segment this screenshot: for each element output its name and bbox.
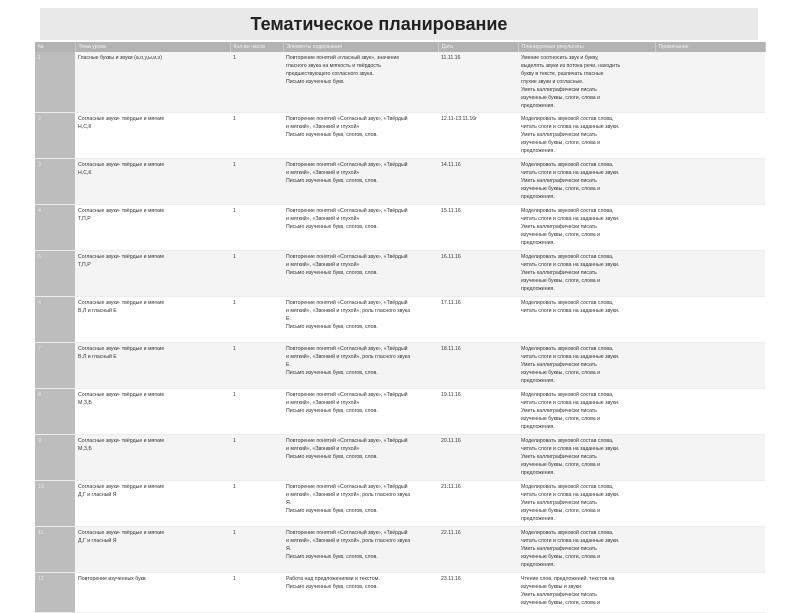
content-line: гласного звука на мягкость и твёрдость (286, 63, 381, 69)
content-line: Повторение понятий «Согласный звук», «Твёрдый (286, 116, 408, 122)
cell-note (655, 159, 765, 205)
cell-num: 8 (35, 389, 75, 435)
content-line: предшествующего согласного звука. (286, 71, 374, 77)
cell-results (518, 527, 655, 573)
results-line: Уметь каллиграфически писать (521, 270, 597, 276)
results-line: Уметь каллиграфически писать (521, 408, 597, 414)
cell-content (283, 159, 438, 205)
results-line: предложения. (521, 424, 555, 430)
content-line: Работа над предложениями и текстом. (286, 576, 380, 582)
cell-topic (75, 159, 230, 205)
content-line: и мягкий», «Звонкий и глухой» (286, 170, 360, 176)
results-line: Моделировать звуковой состав слова, (521, 300, 614, 306)
cell-num: 9 (35, 435, 75, 481)
table-header-row (35, 42, 765, 52)
results-line: Уметь каллиграфически писать (521, 546, 597, 552)
results-line: изученные буквы, слоги, слова и (521, 554, 600, 560)
cell-hours: 1 (230, 205, 283, 251)
topic-line: Д,Г и гласный Я (78, 492, 117, 498)
cell-results (518, 251, 655, 297)
cell-topic (75, 481, 230, 527)
cell-content (283, 389, 438, 435)
cell-date: 12.11-13.11.16г (438, 113, 518, 159)
cell-hours: 1 (230, 297, 283, 343)
topic-line: В,Л и гласный Е (78, 354, 117, 360)
cell-hours: 1 (230, 573, 283, 613)
cell-date: 17.11.16 (438, 297, 518, 343)
cell-content (283, 251, 438, 297)
results-line: Моделировать звуковой состав слова, (521, 208, 614, 214)
cell-results (518, 481, 655, 527)
results-line: глухие звуки и согласные. (521, 79, 584, 85)
topic-line: Н,С,К (78, 124, 92, 130)
topic-line: Согласные звуки- твёрдые и мягкие (78, 530, 165, 536)
content-line: Я. (286, 546, 292, 552)
cell-content (283, 205, 438, 251)
content-line: Повторение понятий «Согласный звук», «Твёрдый (286, 530, 408, 536)
table-row (35, 573, 765, 613)
cell-content (283, 113, 438, 159)
results-line: Моделировать звуковой состав слова, (521, 116, 614, 122)
cell-hours: 1 (230, 159, 283, 205)
results-line: Уметь каллиграфически писать (521, 178, 597, 184)
content-line: Повторение понятий «Согласный звук», «Твёрдый (286, 484, 408, 490)
content-line: и мягкий», «Звонкий и глухой», роль гласного звука (286, 538, 411, 544)
topic-line: Т,П,Р (78, 216, 91, 222)
cell-note (655, 573, 765, 613)
results-line: изученные буквы и звуки. (521, 584, 583, 590)
cell-note (655, 481, 765, 527)
cell-num: 3 (35, 159, 75, 205)
header-date: Дата (438, 42, 518, 52)
topic-line: Согласные звуки- твёрдые и мягкие (78, 254, 165, 260)
topic-line: Т,П,Р (78, 262, 91, 268)
results-line: читать слоги и слова на заданные звуки. (521, 170, 620, 176)
content-line: и мягкий», «Звонкий и глухой» (286, 124, 360, 130)
cell-results (518, 435, 655, 481)
cell-date: 21.11.16 (438, 481, 518, 527)
cell-note (655, 297, 765, 343)
results-line: предложения. (521, 148, 555, 154)
cell-content (283, 573, 438, 613)
results-line: предложения. (521, 240, 555, 246)
table-row (35, 527, 765, 573)
table-row (35, 159, 765, 205)
content-line: Письмо изученных букв, слогов, слов. (286, 554, 378, 560)
cell-topic (75, 389, 230, 435)
content-line: и мягкий», «Звонкий и глухой», роль гласного звука (286, 354, 411, 360)
cell-results (518, 205, 655, 251)
cell-date: 22.11.16 (438, 527, 518, 573)
results-line: Моделировать звуковой состав слова, (521, 530, 614, 536)
content-line: и мягкий», «Звонкий и глухой» (286, 262, 360, 268)
cell-topic (75, 297, 230, 343)
content-line: Письмо изученных букв, слогов, слов. (286, 508, 378, 514)
cell-note (655, 205, 765, 251)
content-line: Письмо изученных букв, слогов, слов. (286, 132, 378, 138)
cell-note (655, 251, 765, 297)
cell-results (518, 52, 655, 113)
cell-num: 10 (35, 481, 75, 527)
header-hours: Кол-во часов (230, 42, 283, 52)
cell-note (655, 435, 765, 481)
results-line: читать слоги и слова на заданные звуки. (521, 446, 620, 452)
cell-hours: 1 (230, 527, 283, 573)
cell-content (283, 52, 438, 113)
topic-line: В,Л и гласный Е (78, 308, 117, 314)
page-title: Тематическое планирование (250, 13, 508, 34)
topic-line: Согласные звуки- твёрдые и мягкие (78, 162, 165, 168)
cell-hours: 1 (230, 389, 283, 435)
results-line: предложения. (521, 562, 555, 568)
content-line: Я. (286, 500, 292, 506)
cell-topic (75, 113, 230, 159)
planning-sheet (35, 42, 765, 606)
table-row (35, 52, 765, 113)
results-line: предложения. (521, 516, 555, 522)
results-line: читать слоги и слова на заданные звуки. (521, 400, 620, 406)
title-bar (40, 8, 758, 40)
content-line: Письмо изученных букв, слогов, слов. (286, 454, 378, 460)
header-num: № (35, 42, 75, 52)
content-line: и мягкий», «Звонкий и глухой», роль гласного звука (286, 492, 411, 498)
results-line: Моделировать звуковой состав слова, (521, 162, 614, 168)
cell-num: 12 (35, 573, 75, 613)
content-line: и мягкий», «Звонкий и глухой» (286, 216, 360, 222)
table-row (35, 297, 765, 343)
content-line: Повторение понятий «гласный звук», значение (286, 55, 400, 61)
topic-line: Согласные звуки- твёрдые и мягкие (78, 438, 165, 444)
cell-content (283, 343, 438, 389)
results-line: изученные буквы, слоги, слова и (521, 462, 600, 468)
cell-hours: 1 (230, 343, 283, 389)
cell-results (518, 297, 655, 343)
cell-date: 19.11.16 (438, 389, 518, 435)
results-line: читать слоги и слова на заданные звуки. (521, 216, 620, 222)
cell-num: 6 (35, 297, 75, 343)
results-line: читать слоги и слова на заданные звуки. (521, 308, 620, 314)
planning-table (35, 42, 766, 613)
cell-hours: 1 (230, 435, 283, 481)
topic-line: Согласные звуки- твёрдые и мягкие (78, 392, 165, 398)
cell-results (518, 343, 655, 389)
cell-date: 23.11.16 (438, 573, 518, 613)
results-line: изученные буквы, слоги, слова и (521, 278, 600, 284)
results-line: Уметь каллиграфически писать (521, 132, 597, 138)
content-line: Письмо изученных букв, слогов, слов. (286, 584, 378, 590)
cell-hours: 1 (230, 251, 283, 297)
results-line: читать слоги и слова на заданные звуки. (521, 124, 620, 130)
results-line: изученные буквы, слоги, слова и (521, 95, 600, 101)
cell-date: 15.11.16 (438, 205, 518, 251)
cell-content (283, 297, 438, 343)
results-line: Моделировать звуковой состав слова, (521, 392, 614, 398)
results-line: читать слоги и слова на заданные звуки. (521, 354, 620, 360)
topic-line: Согласные звуки- твёрдые и мягкие (78, 484, 165, 490)
results-line: изученные буквы, слоги, слова и (521, 600, 600, 606)
cell-topic (75, 251, 230, 297)
table-row (35, 481, 765, 527)
cell-hours: 1 (230, 481, 283, 527)
topic-line: М,З,Б (78, 400, 92, 406)
content-line: Повторение понятий «Согласный звук», «Твёрдый (286, 162, 408, 168)
content-line: Е. (286, 316, 291, 322)
results-line: Уметь каллиграфически писать (521, 87, 597, 93)
table-row (35, 205, 765, 251)
content-line: Повторение понятий «Согласный звук», «Твёрдый (286, 208, 408, 214)
cell-hours: 1 (230, 113, 283, 159)
results-line: Моделировать звуковой состав слова, (521, 346, 614, 352)
results-line: изученные буквы, слоги, слова и (521, 508, 600, 514)
results-line: читать слоги и слова на заданные звуки. (521, 538, 620, 544)
cell-topic (75, 573, 230, 613)
cell-topic (75, 527, 230, 573)
topic-line: Гласные буквы и звуки (а,о,у,ы,и,э) (78, 55, 162, 61)
cell-num: 5 (35, 251, 75, 297)
results-line: Чтение слов, предложений, текстов на (521, 576, 615, 582)
content-line: Повторение понятий «Согласный звук», «Твёрдый (286, 346, 408, 352)
table-row (35, 113, 765, 159)
cell-num: 11 (35, 527, 75, 573)
cell-topic (75, 52, 230, 113)
cell-num: 7 (35, 343, 75, 389)
content-line: и мягкий», «Звонкий и глухой», роль гласного звука (286, 308, 411, 314)
cell-topic (75, 435, 230, 481)
results-line: букву в тексте, различать гласные (521, 71, 604, 77)
content-line: Письмо изученных букв, слогов, слов. (286, 270, 378, 276)
results-line: Моделировать звуковой состав слова, (521, 438, 614, 444)
results-line: читать слоги и слова на заданные звуки. (521, 262, 620, 268)
results-line: изученные буквы, слоги, слова и (521, 232, 600, 238)
table-row (35, 343, 765, 389)
content-line: Письмо изученных букв, слогов, слов. (286, 224, 378, 230)
results-line: изученные буквы, слоги, слова и (521, 416, 600, 422)
content-line: и мягкий», «Звонкий и глухой» (286, 400, 360, 406)
cell-note (655, 113, 765, 159)
results-line: предложения. (521, 378, 555, 384)
topic-line: Повторение изученных букв (78, 576, 146, 582)
cell-results (518, 113, 655, 159)
cell-content (283, 435, 438, 481)
results-line: изученные буквы, слоги, слова и (521, 370, 600, 376)
content-line: Повторение понятий «Согласный звук», «Твёрдый (286, 254, 408, 260)
results-line: Уметь каллиграфически писать (521, 224, 597, 230)
content-line: Письмо изученных букв, слогов, слов. (286, 408, 378, 414)
results-line: Уметь каллиграфически писать (521, 500, 597, 506)
results-line: изученные буквы, слоги, слова и (521, 140, 600, 146)
cell-date: 14.11.16 (438, 159, 518, 205)
content-line: Е. (286, 362, 291, 368)
results-line: Умение соотносить звук и букву, (521, 55, 599, 61)
cell-num: 1 (35, 52, 75, 113)
header-topic: Тема урока (75, 42, 230, 52)
cell-note (655, 527, 765, 573)
topic-line: Н,С,К (78, 170, 92, 176)
results-line: Уметь каллиграфически писать (521, 592, 597, 598)
cell-date: 16.11.16 (438, 251, 518, 297)
header-note: Примечание (655, 42, 765, 52)
results-line: Уметь каллиграфически писать (521, 454, 597, 460)
cell-topic (75, 205, 230, 251)
topic-line: Согласные звуки- твёрдые и мягкие (78, 116, 165, 122)
cell-content (283, 481, 438, 527)
results-line: Уметь каллиграфически писать (521, 362, 597, 368)
cell-note (655, 52, 765, 113)
results-line: выделять звуки из потока речи, находить (521, 63, 621, 69)
topic-line: Согласные звуки- твёрдые и мягкие (78, 346, 165, 352)
topic-line: Согласные звуки- твёрдые и мягкие (78, 300, 165, 306)
content-line: Письмо изученных букв, слогов, слов. (286, 370, 378, 376)
results-line: Моделировать звуковой состав слова, (521, 254, 614, 260)
content-line: Письмо изученных букв, слогов, слов. (286, 178, 378, 184)
content-line: Повторение понятий «Согласный звук», «Твёрдый (286, 300, 408, 306)
topic-line: Д,Г и гласный Я (78, 538, 117, 544)
table-row (35, 389, 765, 435)
cell-results (518, 159, 655, 205)
cell-date: 18.11.16 (438, 343, 518, 389)
content-line: Повторение понятий «Согласный звук», «Твёрдый (286, 438, 408, 444)
topic-line: Согласные звуки- твёрдые и мягкие (78, 208, 165, 214)
results-line: Моделировать звуковой состав слова, (521, 484, 614, 490)
topic-line: М,З,Б (78, 446, 92, 452)
content-line: и мягкий», «Звонкий и глухой» (286, 446, 360, 452)
results-line: изученные буквы, слоги, слова и (521, 186, 600, 192)
results-line: читать слоги и слова на заданные звуки. (521, 492, 620, 498)
content-line: Письмо изученных букв, слогов, слов. (286, 324, 378, 330)
results-line: предложения. (521, 286, 555, 292)
content-line: Повторение понятий «Согласный звук», «Твёрдый (286, 392, 408, 398)
cell-topic (75, 343, 230, 389)
table-row (35, 435, 765, 481)
results-line: предложения. (521, 470, 555, 476)
cell-num: 2 (35, 113, 75, 159)
table-row (35, 251, 765, 297)
cell-date: 20.11.16 (438, 435, 518, 481)
cell-note (655, 389, 765, 435)
results-line: предложения. (521, 103, 555, 109)
cell-content (283, 527, 438, 573)
header-results: Планируемые результаты (518, 42, 655, 52)
table-body (35, 52, 765, 613)
cell-num: 4 (35, 205, 75, 251)
cell-results (518, 389, 655, 435)
content-line: Письмо изученных букв. (286, 79, 345, 85)
results-line: предложения. (521, 194, 555, 200)
cell-results (518, 573, 655, 613)
cell-note (655, 343, 765, 389)
cell-hours: 1 (230, 52, 283, 113)
header-content: Элементы содержания (283, 42, 438, 52)
cell-date: 11.11.16 (438, 52, 518, 113)
